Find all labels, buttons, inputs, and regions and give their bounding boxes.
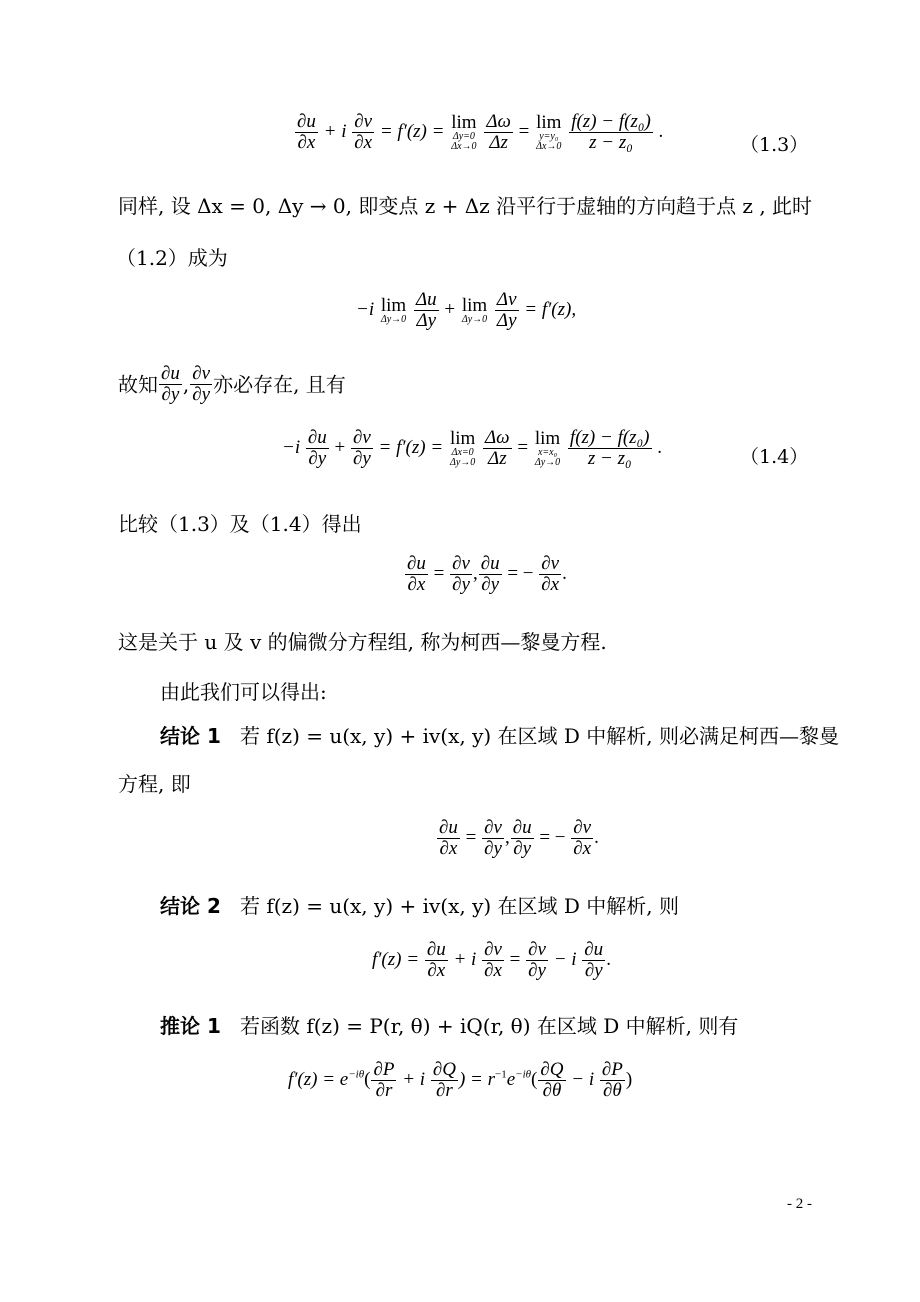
limit-word: lim [451,111,477,133]
fraction [437,818,460,859]
equation-1-3 [294,112,663,153]
corollary-label: 推论 1 [160,1014,221,1038]
text: 故知 [118,372,158,397]
fraction [190,364,212,405]
conclusion-label: 结论 1 [160,724,221,748]
denominator: z − z₀ [589,132,633,153]
numerator: Δv [496,289,517,310]
conclusion-label: 结论 2 [160,894,221,918]
operator: , [472,562,478,584]
denominator: ∂y [528,960,546,981]
exponent: −iθ [515,1068,532,1081]
fraction [450,554,472,595]
numerator: Δω [486,111,511,132]
equation-limit-y [356,290,576,331]
denominator: ∂x [407,574,426,595]
fraction [571,818,593,859]
operator: + [334,436,346,458]
numerator: ∂u [512,817,532,838]
paragraph-same: 同样, 设 Δx = 0, Δy → 0, 即变点 z + Δz 沿平行于虚轴的方向趋于点 z , 此时 [118,194,813,218]
fraction [352,112,374,153]
limit-word: lim [449,427,476,449]
operator: = f′(z) = [379,120,445,142]
denominator: ∂x [427,960,446,981]
operator: ( [364,1068,371,1090]
denominator: ∂x [354,132,373,153]
operator: = [517,436,529,458]
numerator: ∂v [352,427,371,448]
numerator: ∂u [439,817,458,838]
numerator: ∂v [354,111,373,132]
operator: − i [553,948,577,970]
limit-subscript: Δx=0 [451,446,474,458]
fraction [483,428,512,469]
conclusion-text: 若 f(z) = u(x, y) + iv(x, y) 在区域 D 中解析, 则 [239,894,680,918]
limit-subscript: Δx→0 [536,140,562,152]
fraction [538,1060,565,1101]
operator: + i [453,948,477,970]
operator: −i [356,298,375,320]
numerator: ∂Q [432,1059,456,1080]
fraction [306,428,329,469]
limit [449,427,476,468]
numerator: ∂u [297,111,316,132]
numerator: ∂v [452,553,470,574]
limit-word: lim [380,294,407,316]
fraction [511,818,534,859]
fraction [351,428,373,469]
conclusion-1-continued: 方程, 即 [118,772,191,796]
text: 亦必存在, 且有 [213,372,346,397]
page-number: - 2 - [787,1196,812,1212]
operator: = − [507,562,534,584]
denominator: ∂x [484,960,502,981]
denominator: Δy [496,310,517,331]
paragraph-cr-name: 这是关于 u 及 v 的偏微分方程组, 称为柯西—黎曼方程. [118,630,607,654]
limit-subscript: Δy→0 [461,313,488,325]
limit-subscript: Δy=0 [452,130,475,142]
equation-number: （1.4） [740,446,809,468]
conclusion-1 [160,724,839,748]
fraction [484,112,513,153]
numerator: Δω [485,427,510,448]
denominator: ∂y [352,448,371,469]
paragraph-compare: 比较（1.3）及（1.4）得出 [118,512,362,536]
limit-word: lim [536,111,562,133]
fraction [569,112,653,153]
numerator: f(z) − f(z₀) [569,427,650,448]
denominator: ∂y [584,960,603,981]
numerator: f(z) − f(z₀) [571,111,651,132]
fraction [431,1060,458,1101]
denominator: ∂y [308,448,327,469]
operator: , [504,826,510,848]
fraction [495,290,519,331]
equation-cauchy-riemann-2 [436,818,599,859]
fraction [526,940,548,981]
fraction [159,364,182,405]
corollary-1 [160,1014,738,1038]
limit-word: lim [534,427,561,449]
denominator: ∂y [481,574,500,595]
denominator: ∂r [375,1080,393,1101]
limit-subscript: y=y₀ [539,130,559,142]
operator: = [509,948,521,970]
operator: . [658,120,664,142]
denominator: ∂y [452,574,470,595]
limit [536,111,562,152]
equation-number: （1.3） [740,134,809,156]
operator: + i [402,1068,426,1090]
numerator: ∂v [573,817,592,838]
equation-polar [288,1060,632,1101]
operator: . [606,948,611,970]
equation-cauchy-riemann [404,554,567,595]
operator: f′(z) = [372,948,420,970]
numerator: ∂v [192,363,211,384]
numerator: ∂P [601,1059,623,1080]
numerator: ∂u [161,363,180,384]
paragraph-hence: 由此我们可以得出: [160,680,327,704]
text: , [182,372,190,397]
denominator: Δy [416,310,437,331]
fraction [600,1060,625,1101]
numerator: ∂v [484,817,502,838]
operator: = [465,826,477,848]
numerator: Δu [415,289,437,310]
paragraph-becomes: （1.2）成为 [116,246,228,270]
operator: = [433,562,445,584]
limit-word: lim [461,294,488,316]
equation-1-4 [282,428,662,469]
paragraph-therefore [118,364,346,405]
numerator: ∂v [528,939,546,960]
fraction [539,554,561,595]
limit-subscript: Δy→0 [534,456,561,468]
denominator: ∂x [297,132,316,153]
conclusion-text: 若 f(z) = u(x, y) + iv(x, y) 在区域 D 中解析, 则必满足柯西—黎曼 [239,724,840,748]
operator: = f′(z), [524,298,577,320]
corollary-text: 若函数 f(z) = P(r, θ) + iQ(r, θ) 在区域 D 中解析, 则有 [239,1014,739,1038]
operator: − i [571,1068,595,1090]
denominator: ∂x [439,838,458,859]
denominator: ∂y [161,384,180,405]
fraction [568,428,652,469]
operator: e [506,1068,516,1090]
limit-subscript: x=x₀ [537,446,558,458]
denominator: ∂y [484,838,502,859]
denominator: ∂x [573,838,592,859]
operator: ) [625,1068,633,1090]
operator: = [518,120,530,142]
operator: ( [531,1068,538,1090]
denominator: ∂θ [542,1080,562,1101]
numerator: ∂P [373,1059,395,1080]
denominator: z − z₀ [587,448,632,469]
numerator: ∂u [307,427,327,448]
fraction [414,290,439,331]
limit [534,427,561,468]
limit-subscript: Δy→0 [380,313,407,325]
numerator: ∂u [584,939,604,960]
fraction [479,554,502,595]
denominator: ∂y [192,384,211,405]
fraction [482,818,504,859]
numerator: ∂u [407,553,426,574]
fraction [425,940,448,981]
denominator: ∂y [513,838,532,859]
exponent: −1 [495,1068,507,1081]
denominator: Δz [488,448,507,469]
operator: f′(z) = e [288,1068,349,1090]
denominator: Δz [489,132,508,153]
fraction [295,112,318,153]
exponent: −iθ [348,1068,365,1081]
operator: −i [282,436,301,458]
fraction [405,554,428,595]
equation-derivative [372,940,611,981]
limit-subscript: Δy→0 [449,456,476,468]
limit-subscript: Δx→0 [451,140,477,152]
numerator: ∂u [480,553,500,574]
operator: + i [323,120,347,142]
limit [461,294,488,325]
operator: . [594,826,599,848]
operator: ) = r [458,1068,495,1090]
operator: + [444,298,456,320]
fraction [482,940,504,981]
numerator: ∂u [426,939,446,960]
limit [451,111,477,152]
numerator: ∂v [541,553,560,574]
fraction [371,1060,396,1101]
numerator: ∂v [484,939,502,960]
numerator: ∂Q [540,1059,564,1080]
operator: = − [539,826,566,848]
fraction [582,940,605,981]
denominator: ∂θ [602,1080,622,1101]
denominator: ∂x [541,574,560,595]
operator: . [562,562,567,584]
denominator: ∂r [435,1080,453,1101]
conclusion-2 [160,894,679,918]
operator: = f′(z) = [378,436,444,458]
limit [380,294,407,325]
operator: . [657,436,663,458]
